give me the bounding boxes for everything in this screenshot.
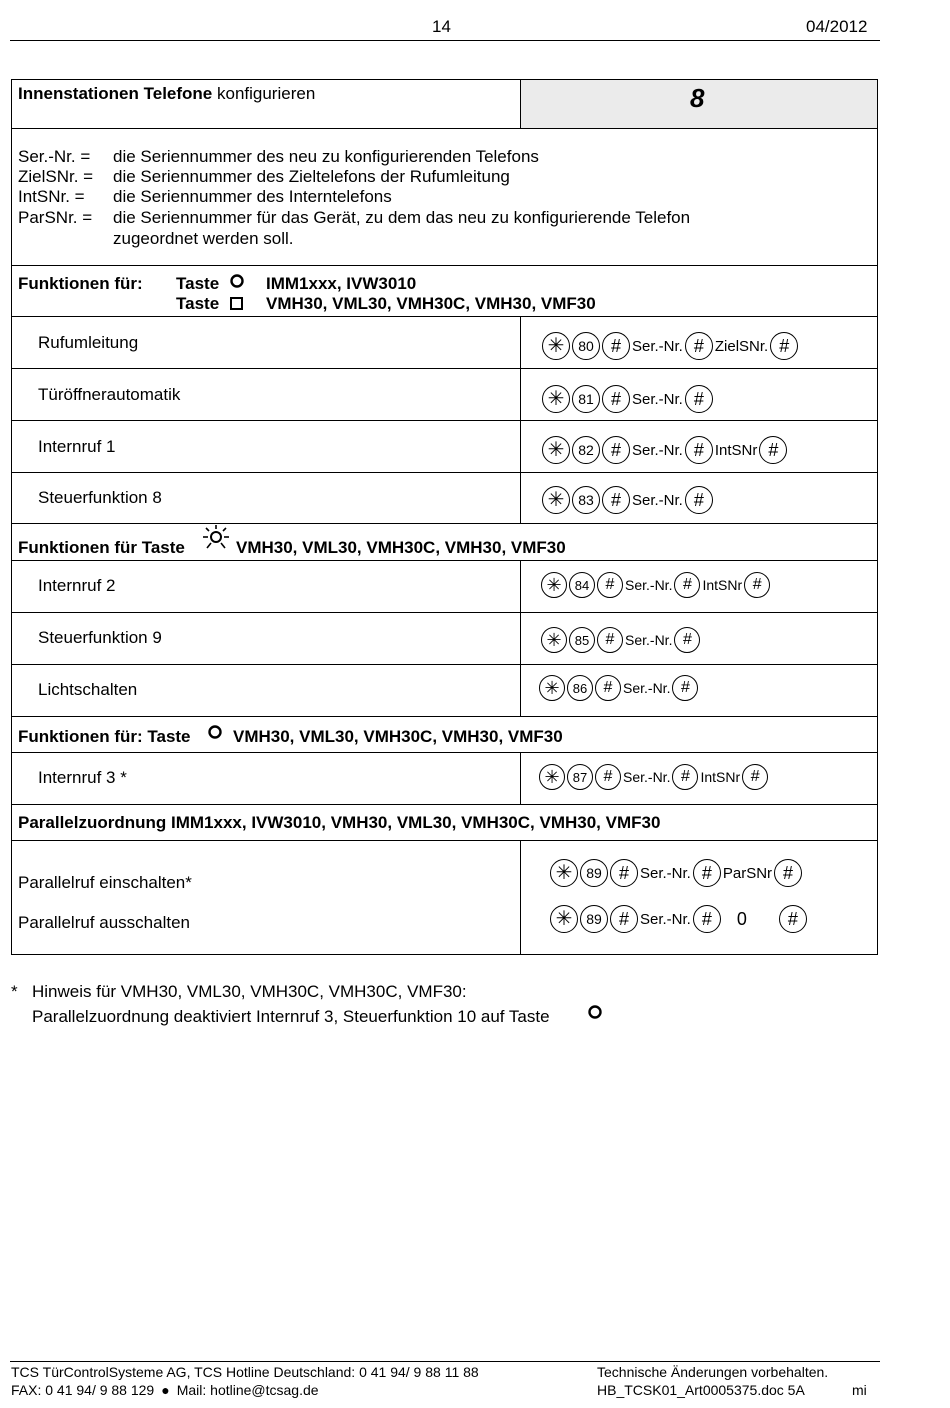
hash-key-icon: #: [685, 385, 713, 413]
divider: [11, 560, 878, 561]
circle-key-icon: [229, 274, 245, 290]
code-key: 87: [567, 764, 593, 790]
function-name-internruf-2: Internruf 2: [38, 576, 116, 595]
group1-label: Funktionen für:: [18, 274, 143, 293]
hash-key-icon: #: [672, 764, 698, 790]
square-key-icon: [229, 296, 245, 312]
function-name-lichtschalten: Lichtschalten: [38, 680, 138, 699]
star-key-icon: ✳: [550, 905, 578, 933]
definition-desc: die Seriennummer für das Gerät, zu dem das neu zu konfigurierende Telefon: [113, 208, 691, 227]
hash-key-icon: #: [674, 572, 700, 598]
key-sequence: [542, 486, 713, 514]
function-name-internruf-3: Internruf 3 *: [38, 768, 127, 787]
hash-key-icon: #: [779, 905, 807, 933]
divider: [520, 79, 521, 128]
star-key-icon: ✳: [542, 486, 570, 514]
hash-key-icon: #: [602, 486, 630, 514]
star-key-icon: ✳: [541, 627, 567, 653]
footer-disclaimer: Technische Änderungen vorbehalten.: [597, 1364, 829, 1380]
key-label: Ser.-Nr.: [640, 864, 691, 882]
star-key-icon: ✳: [541, 572, 567, 598]
hash-key-icon: #: [685, 332, 713, 360]
hash-key-icon: #: [597, 627, 623, 653]
note-line-2: Parallelzuordnung deaktiviert Internruf 3, Steuerfunktion 10 auf Taste: [32, 1007, 550, 1026]
definition-term: ParSNr. =: [18, 208, 93, 227]
divider: [11, 752, 878, 753]
key-sequence: [550, 905, 807, 933]
key-label: Ser.-Nr.: [632, 491, 683, 509]
taste-label: Taste: [176, 274, 220, 293]
group3-label: Funktionen für: Taste: [18, 727, 191, 746]
header-rule: [10, 40, 880, 41]
divider: [11, 368, 878, 369]
key-label: ZielSNr.: [714, 337, 769, 355]
bullet-icon: ●: [161, 1382, 170, 1398]
star-key-icon: ✳: [542, 385, 570, 413]
hash-key-icon: #: [770, 332, 798, 360]
footer-docname: HB_TCSK01_Art0005375.doc 5A: [597, 1382, 805, 1398]
divider: [11, 265, 878, 266]
section-number: 8: [690, 83, 705, 113]
key-label: IntSNr: [702, 577, 743, 593]
definition-term: Ser.-Nr. =: [18, 147, 91, 166]
table-left-border: [11, 79, 12, 954]
taste-label: Taste: [176, 294, 220, 313]
function-name-steuerfunktion-9: Steuerfunktion 9: [38, 628, 162, 647]
hash-key-icon: #: [602, 332, 630, 360]
definition-desc: zugeordnet werden soll.: [113, 229, 294, 248]
hash-key-icon: #: [610, 905, 638, 933]
hash-key-icon: #: [742, 764, 768, 790]
key-sequence: [541, 627, 700, 653]
key-sequence: [550, 859, 802, 887]
hash-key-icon: #: [595, 675, 621, 701]
definition-term: ZielSNr. =: [18, 167, 94, 186]
star-key-icon: ✳: [539, 675, 565, 701]
key-label: IntSNr: [700, 769, 741, 785]
table-right-border: [877, 79, 878, 954]
definition-desc: die Seriennummer des Zieltelefons der Rufumleitung: [113, 167, 510, 186]
column-divider: [520, 752, 521, 804]
key-label: IntSNr: [714, 441, 758, 459]
key-label: ParSNr: [722, 864, 773, 882]
star-key-icon: ✳: [539, 764, 565, 790]
key-sequence: [542, 385, 713, 413]
group4-label: Parallelzuordnung IMM1xxx, IVW3010, VMH30, VML30, VMH30C, VMH30, VMF30: [18, 813, 661, 832]
key-label: Ser.-Nr.: [640, 910, 691, 928]
note-line-1: Hinweis für VMH30, VML30, VMH30C, VMH30C, VMF30:: [32, 982, 467, 1001]
divider: [11, 840, 878, 841]
section-title: [18, 84, 315, 104]
hash-key-icon: #: [685, 486, 713, 514]
key-label: Ser.-Nr.: [632, 441, 683, 459]
key-label: Ser.-Nr.: [632, 390, 683, 408]
footer-company: TCS TürControlSysteme AG, TCS Hotline Deutschland: 0 41 94/ 9 88 11 88: [11, 1364, 479, 1380]
hash-key-icon: #: [744, 572, 770, 598]
group2-devices: VMH30, VML30, VMH30C, VMH30, VMF30: [236, 538, 566, 557]
key-sequence: [539, 675, 698, 701]
divider: [11, 316, 878, 317]
code-key: 85: [569, 627, 595, 653]
group1-devices-line2: VMH30, VML30, VMH30C, VMH30, VMF30: [266, 294, 596, 313]
section-title-bold: Innenstationen Telefone: [18, 84, 213, 103]
column-divider: [520, 560, 521, 716]
key-label: Ser.-Nr.: [625, 577, 673, 593]
document-date: 04/2012: [806, 17, 868, 36]
function-name-parallelruf-ein: Parallelruf einschalten*: [18, 873, 192, 892]
code-key: 89: [580, 905, 608, 933]
code-key: 86: [567, 675, 593, 701]
key-label: Ser.-Nr.: [632, 337, 683, 355]
hash-key-icon: #: [672, 675, 698, 701]
divider: [11, 472, 878, 473]
hash-key-icon: #: [774, 859, 802, 887]
star-key-icon: ✳: [550, 859, 578, 887]
group3-devices: VMH30, VML30, VMH30C, VMH30, VMF30: [233, 727, 563, 746]
hash-key-icon: #: [693, 859, 721, 887]
divider: [11, 716, 878, 717]
key-label: 0: [736, 908, 747, 929]
hash-key-icon: #: [602, 436, 630, 464]
function-name-internruf-1: Internruf 1: [38, 437, 116, 456]
definition-term: IntSNr. =: [18, 187, 85, 206]
divider: [11, 664, 878, 665]
page-number: 14: [432, 17, 451, 36]
footer-mail: Mail: hotline@tcsag.de: [176, 1382, 319, 1398]
definition-desc: die Seriennummer des Interntelefons: [113, 187, 392, 206]
key-sequence: [541, 572, 770, 598]
code-key: 83: [572, 486, 600, 514]
key-sequence: [542, 436, 787, 464]
code-key: 89: [580, 859, 608, 887]
hash-key-icon: #: [597, 572, 623, 598]
circle-key-icon: [207, 724, 223, 740]
group2-label: Funktionen für Taste: [18, 538, 185, 557]
group1-devices-line1: IMM1xxx, IVW3010: [266, 274, 417, 293]
divider: [11, 420, 878, 421]
function-name-tueroeffnerautomatik: Türöffnerautomatik: [38, 385, 181, 404]
divider: [11, 523, 878, 524]
note-star: *: [11, 982, 18, 1001]
key-sequence: [539, 764, 768, 790]
hash-key-icon: #: [610, 859, 638, 887]
star-key-icon: ✳: [542, 436, 570, 464]
footer-contact: [11, 1381, 319, 1399]
divider: [11, 128, 878, 129]
function-name-rufumleitung: Rufumleitung: [38, 333, 139, 352]
footer-initials: mi: [852, 1382, 867, 1398]
definition-desc: die Seriennummer des neu zu konfigurierenden Telefons: [113, 147, 539, 166]
divider: [11, 804, 878, 805]
code-key: 80: [572, 332, 600, 360]
circle-key-icon: [587, 1004, 603, 1020]
divider: [11, 612, 878, 613]
hash-key-icon: #: [602, 385, 630, 413]
section-title-rest: konfigurieren: [212, 84, 316, 103]
footer-rule: [10, 1361, 880, 1362]
hash-key-icon: #: [759, 436, 787, 464]
hash-key-icon: #: [685, 436, 713, 464]
hash-key-icon: #: [595, 764, 621, 790]
code-key: 82: [572, 436, 600, 464]
code-key: 84: [569, 572, 595, 598]
function-name-parallelruf-aus: Parallelruf ausschalten: [18, 913, 190, 932]
code-key: 81: [572, 385, 600, 413]
key-label: Ser.-Nr.: [623, 680, 671, 696]
key-sequence: [542, 332, 798, 360]
table-bottom-border: [11, 954, 878, 955]
key-label: Ser.-Nr.: [625, 632, 673, 648]
light-key-icon: [200, 524, 232, 552]
hash-key-icon: #: [693, 905, 721, 933]
footer-fax: FAX: 0 41 94/ 9 88 129: [11, 1382, 155, 1398]
hash-key-icon: #: [674, 627, 700, 653]
key-label: Ser.-Nr.: [623, 769, 671, 785]
function-name-steuerfunktion-8: Steuerfunktion 8: [38, 488, 162, 507]
star-key-icon: ✳: [542, 332, 570, 360]
column-divider: [520, 840, 521, 954]
